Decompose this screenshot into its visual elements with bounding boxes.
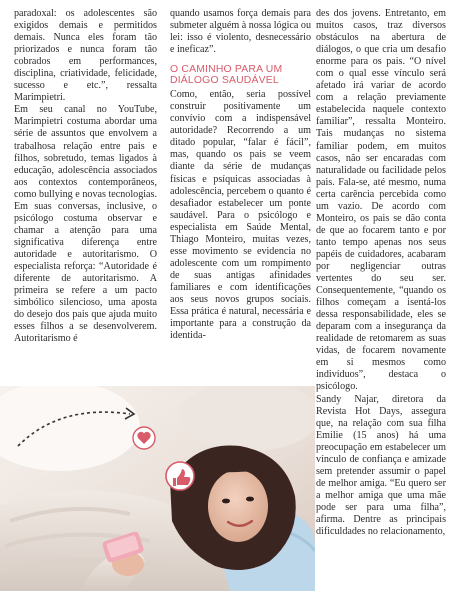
paragraph: Como, então, seria possível construir positivamente um convívio com a indispensável autoridade? Recorrendo a um ditado popular, “falar é fácil”, mas, quando os pais se veem diante da série de mudanças físicas e psíquicas associadas à adolescência, percebem o quanto é desafiador estabelecer um ponte saudável. Para o psicólogo e especialista em Saúde Mental, Thiago Monteiro, muitas vezes, esse movimento se evidencia no adolescente com um rompimento de suas antigas afinidades familiares e com identificações aos seus novos grupos sociais. Essa prática é natural, necessária e importante para a construção da identida- [170,89,311,342]
paragraph: quando usamos força demais para submeter alguém à nossa lógica ou lei: isso é violento, desnecessário e ineficaz”. [170,8,311,56]
heart-icon [133,427,155,449]
paragraph: des dos jovens. Entretanto, em muitos casos, traz diversos obstáculos na abertura de diálogos, o que cria um desafio enorme para os pais. “O nível com o qual esse vínculo será afetado irá variar de acordo com a relação previamente estabelecida naquele contexto familiar”, ressalta Monteiro. Tais mudanças no sistema familiar podem, em muitos casos, não ser encaradas com naturalidade ou facilidade pelos pais. Fala-se, até mesmo, numa certa carência percebida como um vazio. De acordo com Monteiro, os pais se dão conta de que ao focarem tanto e por tanto tempo apenas nos seus papéis de cuidadores, acabaram por negligenciar outras vertentes do seu ser. Consequentemente, “quando os filhos começam a isentá-los dessa responsabilidade, eles se deparam com a insegurança da realidade de retomarem as suas vidas, de focarem novamente em si mesmos como indivíduos”, destaca o psicólogo. [316,8,446,393]
text-column-left [14,8,157,345]
paragraph: paradoxal: os adolescentes são exigidos demais e permitidos demais. Nunca eles foram tão priorizados e nunca foram tão cobrados em performances, disciplina, criatividade, felicidade, sucesso e etc.”, ressalta Marimpietri. [14,8,157,104]
thumbs-up-icon [166,462,194,490]
section-heading: O CAMINHO PARA UM DIÁLOGO SAUDÁVEL [170,64,283,87]
text-column-middle [170,8,311,342]
text-column-right [316,8,446,538]
teen-girl-photo [0,386,315,591]
paragraph: Em seu canal no YouTube, Marimpietri costuma abordar uma série de assuntos que envolvem a trabalhosa relação entre pais e filhos, sobretudo, temas ligados à educação, adolescência associados aos contextos contemporâneos, como bullying e novas tecnologias. Em suas conversas, inclusive, o psicólogo costuma observar e chamar a atenção para uma significativa diferença entre autoridade e autoritarismo. O especialista reforça: “Autoridade é diferente de autoritarismo. A primeira se refere a um pacto simbólico silencioso, uma aposta do desejo dos pais que ajuda muito esses filhos a se desenvolverem. Autoritarismo é [14,104,157,345]
paragraph: Sandy Najar, diretora da Revista Hot Days, assegura que, na relação com sua filha Emilie (15 anos) há uma preocupação em estabelecer um vínculo de confiança e amizade sem pretender assumir o papel de melhor amiga. “Eu quero ser a melhor amiga que uma mãe pode ser para uma filha”, afirma. Dentre as principais dificuldades no relacionamento, [316,393,446,538]
